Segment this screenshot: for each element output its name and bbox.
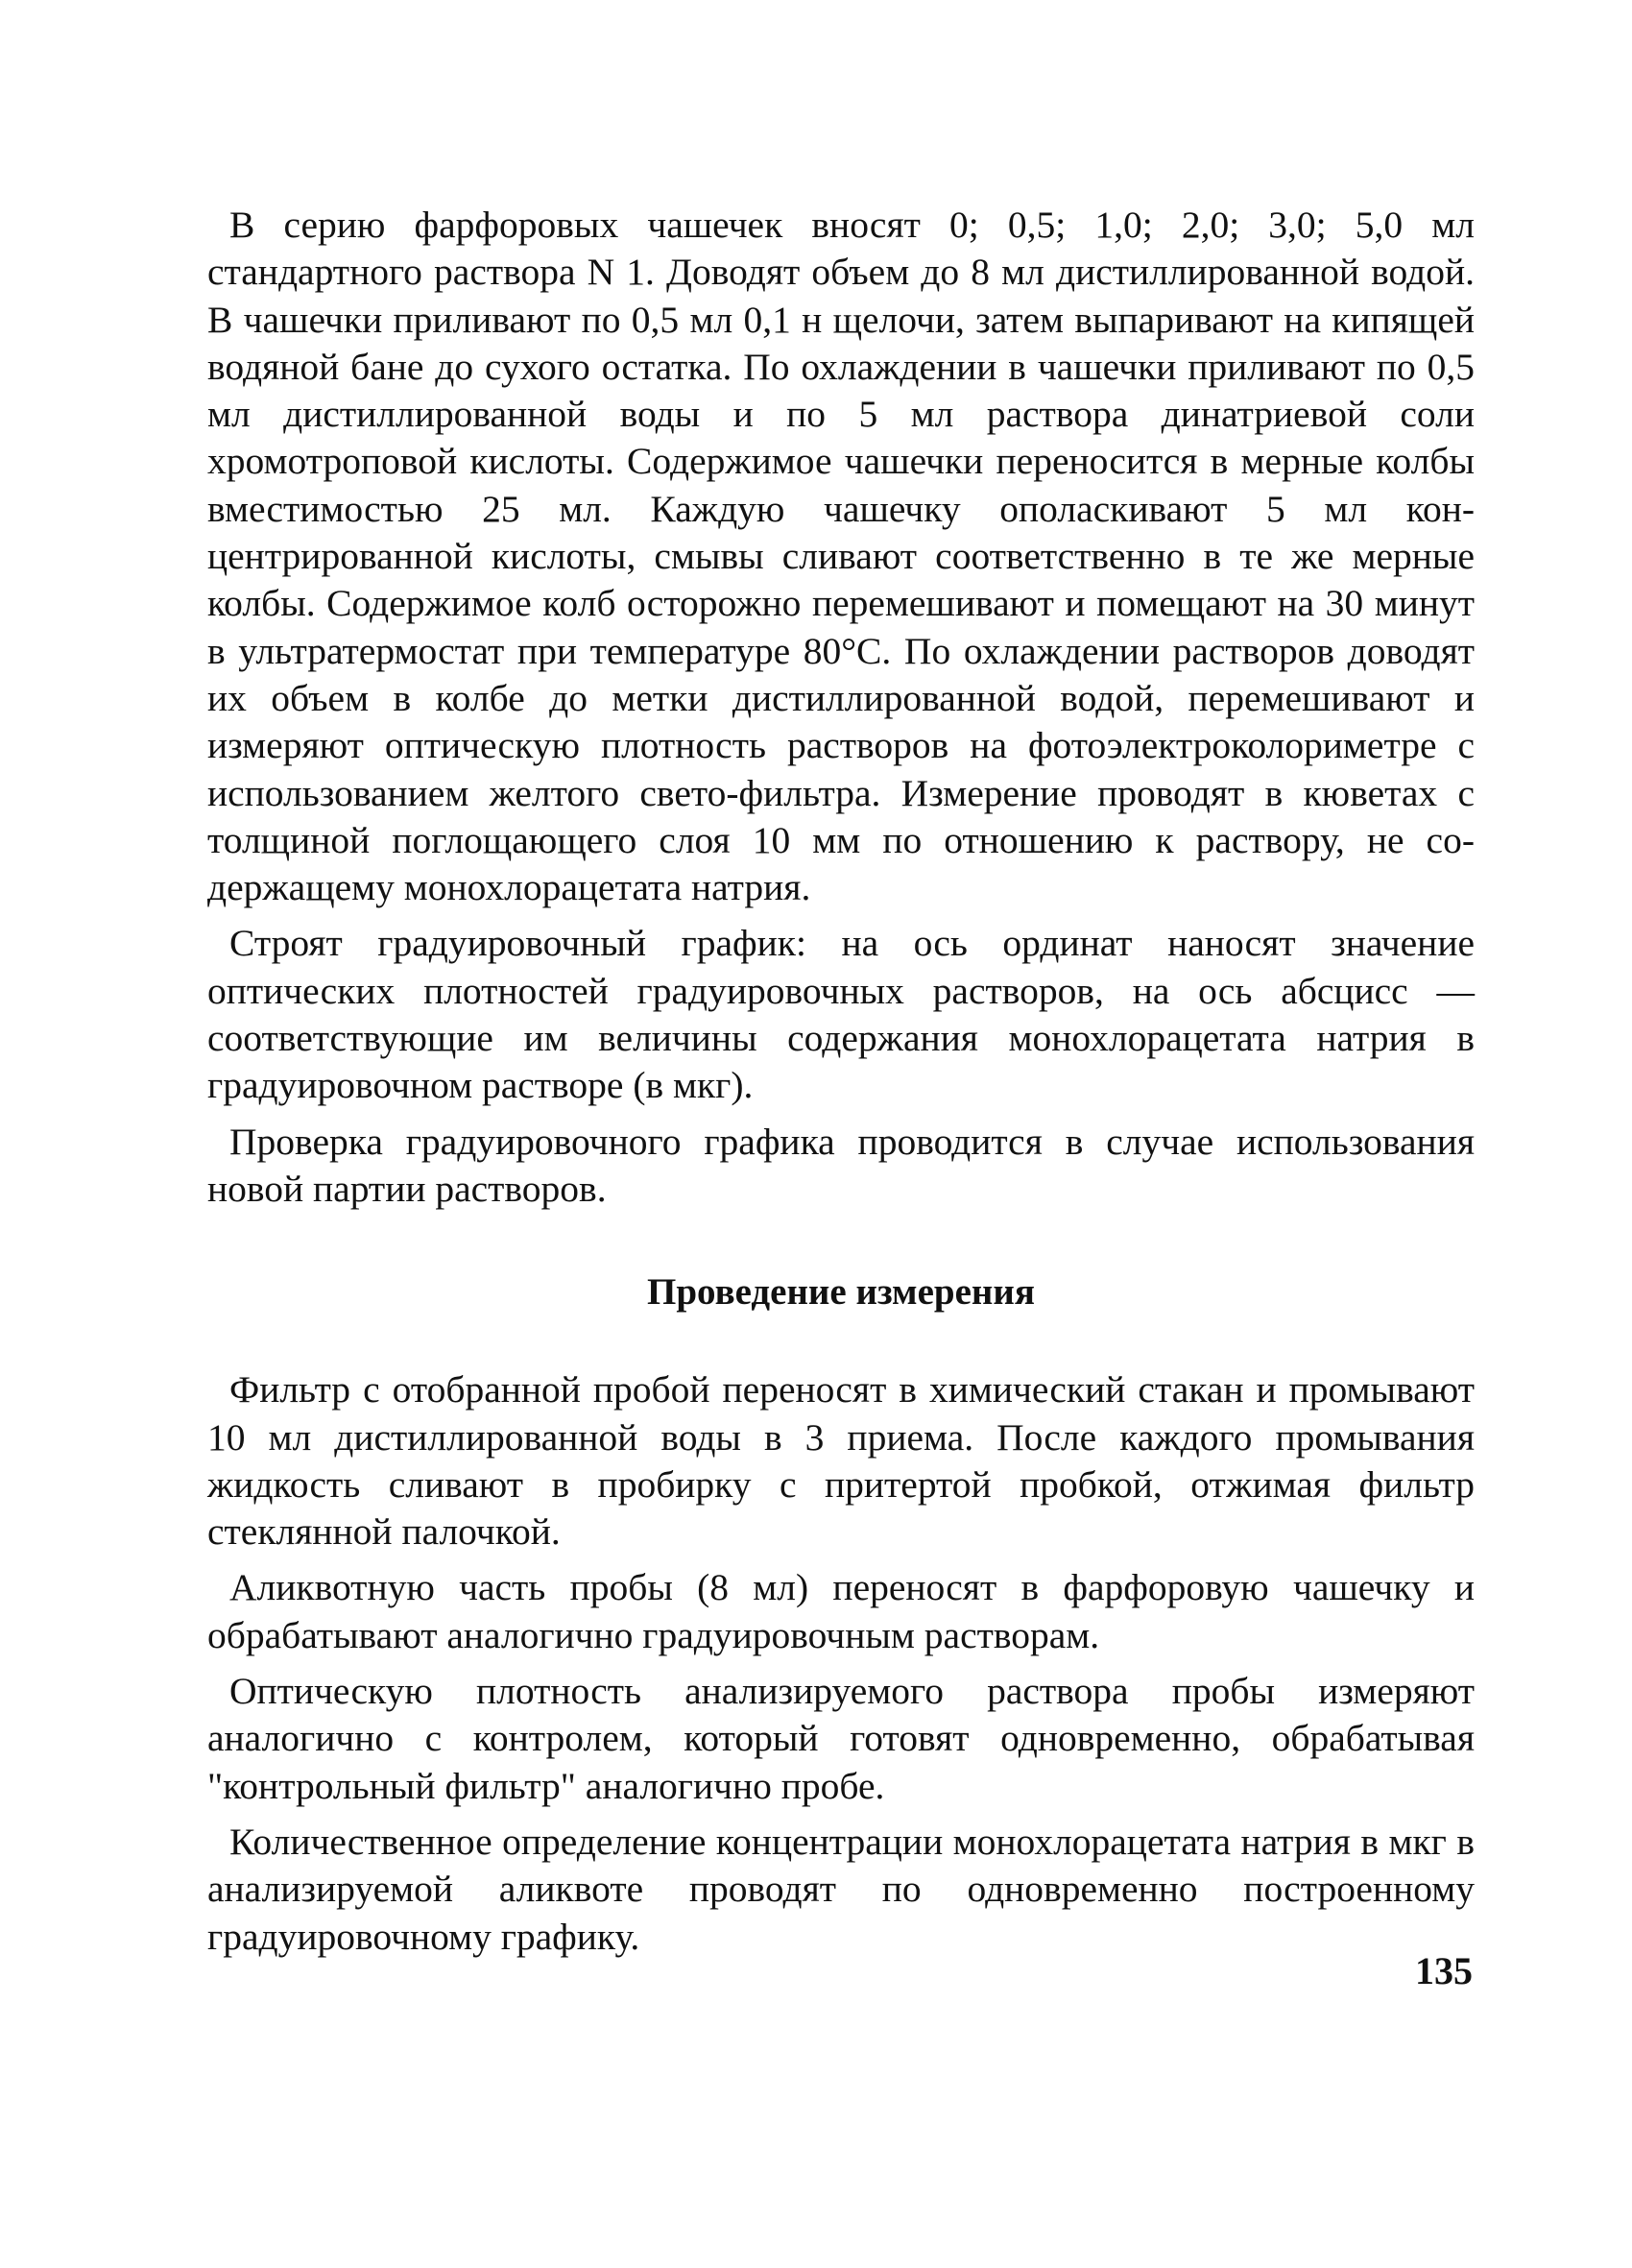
paragraph-gap [207,1659,1475,1668]
paragraph-calibration-procedure: В серию фарфоровых чашечек вносят 0; 0,5; 1,0; 2,0; 3,0; 5,0 мл стандартного раствора N 1. Доводят объем до 8 мл дистиллированной водой. В чашечки приливают по 0,5 мл 0,1 н щелочи, затем выпаривают на кипящей водяной бане до сухого остатка. По охлаждении в чашечки приливают по 0,5 мл дистиллированной воды и по 5 мл раствора динатриевой соли хромотроповой кислоты. Содержимое чашечки переносится в мерные колбы вместимостью 25 мл. Каждую чашечку ополаскивают 5 мл концентрированной кислоты, смывы сливают соответственно в те же мерные колбы. Содержимое колб осторожно перемешивают и помещают на 30 минут в ультратермостат при температуре 80°С. По охлаждении растворов доводят их объем в колбе до метки дистиллированной водой, перемешивают и измеряют оптическую плотность растворов на фотоэлектроколориметре с использованием желтого свето-фильтра. Измерение проводят в кюветах с толщиной поглощающего слоя 10 мм по отношению к раствору, не содержащему монохлорацетата натрия. [207,204,1475,909]
paragraph-filter-wash: Фильтр с отобранной пробой переносят в химический стакан и промывают 10 мл дистиллированной воды в 3 приема. После каждого промывания жидкость сливают в пробирку с притертой пробкой, отжимая фильтр стеклянной палочкой. [207,1368,1475,1554]
page-body [207,202,1475,1961]
paragraph-optical-density: Оптическую плотность анализируемого раствора пробы измеряют аналогично с контролем, который готовят одновременно, обрабатывая "контрольный фильтр" аналогично пробе. [207,1670,1475,1807]
paragraph-calibration-graph: Строят градуировочный график: на ось ординат наносят значение оптических плотностей градуировочных растворов, на ось абсцисс — соответствующие им величины содержания монохлорацетата натрия в градуировочном растворе (в мкг). [207,922,1475,1107]
section-title: Проведение измерения [647,1271,1035,1314]
page-number: 135 [1415,1949,1473,1992]
paragraph-gap [207,911,1475,920]
paragraph-gap [207,1556,1475,1564]
paragraph-quantification: Количественное определение концентрации монохлорацетата натрия в мкг в анализируемой аликвоте проводят по одновременно построенному градуировочному графику. [207,1820,1475,1958]
paragraph-aliquot: Аликвотную часть пробы (8 мл) переносят в фарфоровую чашечку и обрабатывают аналогично градуировочным растворам. [207,1566,1475,1656]
paragraph-gap [207,1110,1475,1119]
paragraph-gap [207,1810,1475,1819]
paragraph-graph-check: Проверка градуировочного графика проводится в случае использования новой партии растворов. [207,1120,1475,1210]
